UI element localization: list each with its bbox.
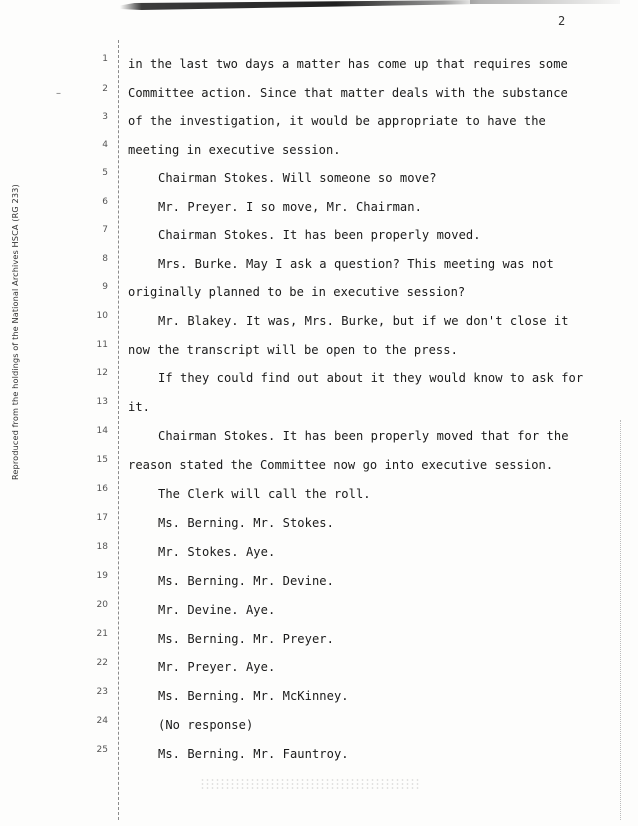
scan-smudge-top-right [470, 0, 620, 4]
line-number: 22 [96, 658, 108, 668]
transcript-line: Chairman Stokes. It has been properly moved that for the [158, 429, 569, 443]
line-number: 18 [96, 542, 108, 552]
line-number: 21 [96, 629, 108, 639]
line-number: 25 [96, 745, 108, 755]
transcript-line: Mr. Preyer. Aye. [158, 660, 276, 674]
line-number: 15 [96, 455, 108, 465]
archive-stamp: Reproduced from the holdings of the National Archives HSCA (RG 233) [10, 184, 20, 480]
transcript-line: Ms. Berning. Mr. Preyer. [158, 632, 334, 646]
line-number: 24 [96, 716, 108, 726]
transcript-line: Committee action. Since that matter deals with the substance [128, 86, 568, 100]
transcript-line: Mr. Blakey. It was, Mrs. Burke, but if we don't close it [158, 314, 569, 328]
line-number: 10 [96, 311, 108, 321]
line-number: 5 [102, 168, 108, 178]
line-number: 3 [102, 112, 108, 122]
transcript-line: Mr. Preyer. I so move, Mr. Chairman. [158, 200, 422, 214]
line-number: 4 [102, 140, 108, 150]
line-number: 1 [102, 54, 108, 64]
margin-rule [118, 40, 119, 820]
transcript-line: Ms. Berning. Mr. Devine. [158, 574, 334, 588]
line-number: 17 [96, 513, 108, 523]
right-edge-rule [620, 420, 621, 820]
line-number: 9 [102, 282, 108, 292]
transcript-line: Mrs. Burke. May I ask a question? This meeting was not [158, 257, 554, 271]
transcript-line: Mr. Devine. Aye. [158, 603, 276, 617]
transcript-line: now the transcript will be open to the press. [128, 343, 458, 357]
line-number: 6 [102, 197, 108, 207]
transcript-line: in the last two days a matter has come up that requires some [128, 57, 568, 71]
transcript-line: it. [128, 400, 150, 414]
line-number: 19 [96, 571, 108, 581]
line-number: 14 [96, 426, 108, 436]
page-number: 2 [558, 14, 566, 28]
transcript-line: Ms. Berning. Mr. Fauntroy. [158, 747, 349, 761]
transcript-line: Mr. Stokes. Aye. [158, 545, 276, 559]
transcript-line: (No response) [158, 718, 254, 732]
line-number: 16 [96, 484, 108, 494]
line-number: 20 [96, 600, 108, 610]
transcript-line: meeting in executive session. [128, 143, 341, 157]
line-number: 13 [96, 397, 108, 407]
line-number: 2 [102, 84, 108, 94]
line-number: 11 [96, 340, 108, 350]
stray-mark: – [56, 88, 61, 99]
line-number: 12 [96, 368, 108, 378]
transcript-line: of the investigation, it would be appropriate to have the [128, 114, 546, 128]
line-number: 23 [96, 687, 108, 697]
transcript-line: Ms. Berning. Mr. McKinney. [158, 689, 349, 703]
transcript-line: Ms. Berning. Mr. Stokes. [158, 516, 334, 530]
line-number: 8 [102, 254, 108, 264]
line-number: 7 [102, 225, 108, 235]
transcript-line: The Clerk will call the roll. [158, 487, 371, 501]
transcript-line: Chairman Stokes. Will someone so move? [158, 171, 437, 185]
scan-noise-bottom [200, 778, 420, 790]
transcript-line: Chairman Stokes. It has been properly moved. [158, 228, 481, 242]
transcript-line: originally planned to be in executive session? [128, 285, 466, 299]
transcript-line: If they could find out about it they would know to ask for [158, 371, 584, 385]
scan-smudge-top [120, 0, 480, 10]
transcript-line: reason stated the Committee now go into executive session. [128, 458, 554, 472]
